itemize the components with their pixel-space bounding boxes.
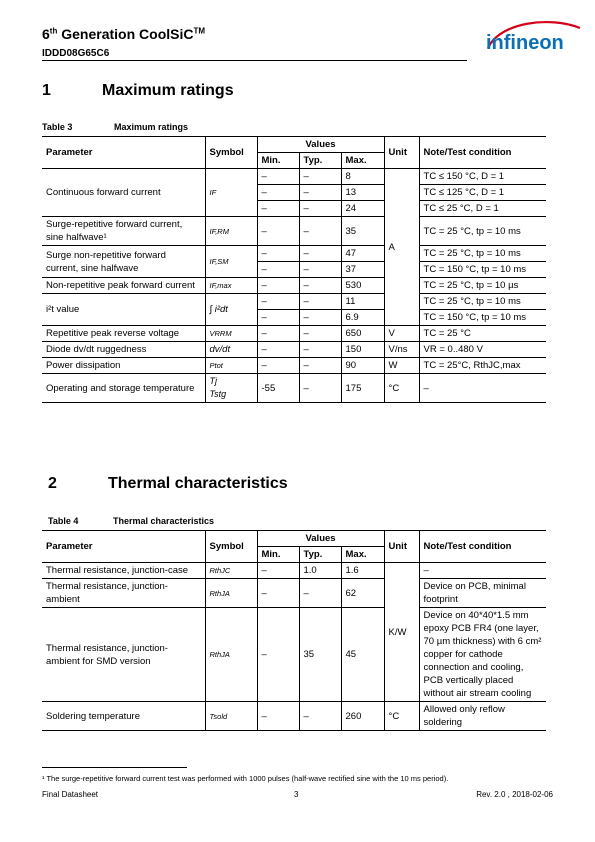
condition-cell: TC = 150 °C, tp = 10 ms [419,262,546,278]
typ-cell: – [299,217,341,246]
typ-cell: – [299,169,341,185]
symbol-tj: Tj [209,376,217,386]
typ-cell: – [299,310,341,326]
section-number: 2 [48,475,57,492]
min-cell: – [257,358,299,374]
table-row [42,358,546,374]
condition-cell: TC = 150 °C, tp = 10 ms [419,310,546,326]
condition-cell: TC ≤ 150 °C, D = 1 [419,169,546,185]
col-typ: Typ. [299,547,341,563]
min-cell: – [257,310,299,326]
typ-cell: – [299,294,341,310]
min-cell: – [257,608,299,702]
col-typ: Typ. [299,153,341,169]
min-cell: – [257,294,299,310]
max-cell: 175 [341,374,384,403]
min-cell: – [257,169,299,185]
col-min: Min. [257,547,299,563]
param-cell: Continuous forward current [42,169,205,217]
symbol-cell: dv/dt [205,342,257,358]
title-product: Generation CoolSiC [57,26,194,42]
symbol-cell: RthJC [205,563,257,579]
footer-revision: Rev. 2.0 , 2018-02-06 [476,790,553,799]
thermal-characteristics-table [42,530,546,731]
typ-cell: – [299,326,341,342]
page-number: 3 [294,790,299,799]
title-gen-number: 6 [42,26,50,42]
col-min: Min. [257,153,299,169]
typ-cell: – [299,201,341,217]
max-cell: 1.6 [341,563,384,579]
max-cell: 45 [341,608,384,702]
condition-cell: VR = 0..480 V [419,342,546,358]
table-row [42,169,546,185]
section-title: Thermal characteristics [108,475,288,492]
col-parameter: Parameter [42,531,205,563]
param-cell: i²t value [42,294,205,326]
param-cell: Thermal resistance, junction-ambient [42,579,205,608]
section-2-heading [48,475,288,493]
section-1-heading [42,82,234,100]
table-label: Table 3 [42,122,73,132]
header-divider [42,60,467,61]
symbol-cell [205,374,257,403]
param-cell: Operating and storage temperature [42,374,205,403]
table-row [42,217,546,246]
symbol-cell: RthJA [205,608,257,702]
typ-cell: – [299,185,341,201]
table-row [42,608,546,702]
symbol-cell: IF,SM [205,246,257,278]
unit-cell: °C [384,374,419,403]
min-cell: – [257,246,299,262]
condition-cell: TC = 25 °C [419,326,546,342]
maximum-ratings-table [42,136,546,403]
max-cell: 8 [341,169,384,185]
min-cell: – [257,342,299,358]
typ-cell: – [299,702,341,731]
unit-cell: W [384,358,419,374]
col-max: Max. [341,547,384,563]
param-cell: Repetitive peak reverse voltage [42,326,205,342]
table-row [42,374,546,403]
condition-cell: TC ≤ 125 °C, D = 1 [419,185,546,201]
max-cell: 24 [341,201,384,217]
min-cell: – [257,326,299,342]
condition-cell: TC ≤ 25 °C, D = 1 [419,201,546,217]
footer-doc-type: Final Datasheet [42,790,99,799]
typ-cell: – [299,246,341,262]
col-values: Values [257,531,384,547]
condition-cell: TC = 25 °C, tp = 10 ms [419,217,546,246]
symbol-cell: IF,RM [205,217,257,246]
infineon-logo [480,18,585,58]
max-cell: 650 [341,326,384,342]
min-cell: – [257,702,299,731]
symbol-cell: ∫ i²dt [205,294,257,326]
min-cell: -55 [257,374,299,403]
typ-cell: 35 [299,608,341,702]
condition-cell: Allowed only reflow soldering [419,702,546,731]
max-cell: 47 [341,246,384,262]
table-row [42,294,546,310]
section-title: Maximum ratings [102,82,234,99]
min-cell: – [257,201,299,217]
col-unit: Unit [384,137,419,169]
max-cell: 37 [341,262,384,278]
typ-cell: – [299,342,341,358]
symbol-cell: Tsold [205,702,257,731]
min-cell: – [257,278,299,294]
max-cell: 90 [341,358,384,374]
condition-cell: – [419,374,546,403]
document-title [42,26,205,42]
table-row [42,342,546,358]
param-cell: Diode dv/dt ruggedness [42,342,205,358]
param-cell: Non-repetitive peak forward current [42,278,205,294]
min-cell: – [257,579,299,608]
col-condition: Note/Test condition [419,137,546,169]
table-row [42,246,546,262]
col-unit: Unit [384,531,419,563]
col-max: Max. [341,153,384,169]
col-values: Values [257,137,384,153]
table-caption-text: Maximum ratings [114,122,189,132]
symbol-cell: IF [205,169,257,217]
max-cell: 6.9 [341,310,384,326]
param-cell: Surge-repetitive forward current, sine halfwave¹ [42,217,205,246]
param-cell: Thermal resistance, junction-case [42,563,205,579]
part-number: IDDD08G65C6 [42,48,110,59]
typ-cell: – [299,374,341,403]
condition-cell: TC = 25 °C, tp = 10 ms [419,294,546,310]
param-cell: Soldering temperature [42,702,205,731]
col-symbol: Symbol [205,137,257,169]
footnote: ¹ The surge-repetitive forward current test was performed with 1000 pulses (half-wave rectified sine with the 10 ms period). [42,774,449,783]
table-caption-text: Thermal characteristics [113,516,215,526]
symbol-cell: IF,max [205,278,257,294]
min-cell: – [257,217,299,246]
col-condition: Note/Test condition [419,531,546,563]
table-header-row [42,137,546,153]
typ-cell: – [299,278,341,294]
param-cell: Power dissipation [42,358,205,374]
table-4-caption [48,516,214,526]
condition-cell: Device on 40*40*1.5 mm epoxy PCB FR4 (one layer, 70 µm thickness) with 6 cm² copper for cathode connection and cooling, PCB vertically placed without air stream cooling [419,608,546,702]
section-number: 1 [42,82,51,99]
table-3-caption [42,122,188,132]
title-gen-suffix: th [49,26,58,36]
logo-wordmark: infineon [486,32,564,54]
symbol-cell: VRRM [205,326,257,342]
symbol-cell: RthJA [205,579,257,608]
table-row [42,579,546,608]
table-row [42,563,546,579]
max-cell: 35 [341,217,384,246]
max-cell: 150 [341,342,384,358]
max-cell: 530 [341,278,384,294]
min-cell: – [257,563,299,579]
typ-cell: – [299,262,341,278]
condition-cell: TC = 25°C, RthJC,max [419,358,546,374]
symbol-cell: Ptot [205,358,257,374]
table-row [42,326,546,342]
typ-cell: – [299,579,341,608]
table-header-row [42,531,546,547]
param-cell: Surge non-repetitive forward current, sine halfwave [42,246,205,278]
symbol-tstg: Tstg [209,389,227,399]
min-cell: – [257,185,299,201]
max-cell: 260 [341,702,384,731]
table-row [42,702,546,731]
max-cell: 62 [341,579,384,608]
condition-cell: TC = 25 °C, tp = 10 ms [419,246,546,262]
unit-cell: °C [384,702,419,731]
unit-cell: K/W [384,563,419,702]
unit-cell: A [384,169,419,326]
title-trademark: TM [193,26,206,36]
condition-cell: – [419,563,546,579]
condition-cell: TC = 25 °C, tp = 10 µs [419,278,546,294]
table-label: Table 4 [48,516,79,526]
condition-cell: Device on PCB, minimal footprint [419,579,546,608]
unit-cell: V [384,326,419,342]
table-row [42,278,546,294]
col-parameter: Parameter [42,137,205,169]
min-cell: – [257,262,299,278]
unit-cell: V/ns [384,342,419,358]
footnote-divider [42,767,187,768]
max-cell: 13 [341,185,384,201]
col-symbol: Symbol [205,531,257,563]
typ-cell: 1.0 [299,563,341,579]
param-cell: Thermal resistance, junction-ambient for SMD version [42,608,205,702]
max-cell: 11 [341,294,384,310]
typ-cell: – [299,358,341,374]
